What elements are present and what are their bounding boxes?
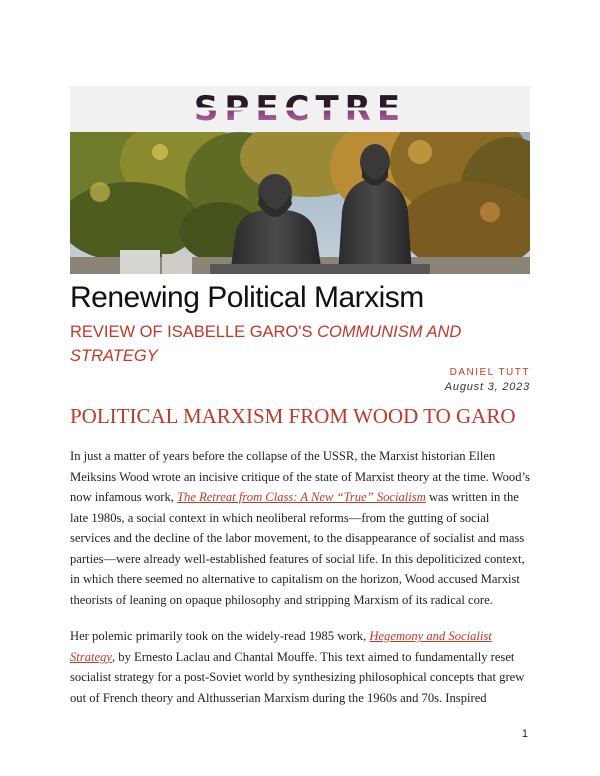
article-title: Renewing Political Marxism	[70, 281, 424, 314]
publish-date: August 3, 2023	[444, 381, 530, 393]
subtitle-book-title-2: STRATEGY	[70, 347, 158, 365]
link-hegemony-socialist-strategy[interactable]: Hegemony and Socialist Strategy	[70, 629, 492, 664]
section-heading: POLITICAL MARXISM FROM WOOD TO GARO	[70, 404, 516, 428]
article-body	[70, 446, 532, 724]
paragraph-2-text-a: Her polemic primarily took on the widely-read 1985 work,	[70, 629, 370, 643]
paragraph-2-text-b: , by Ernesto Laclau and Chantal Mouffe. This text aimed to fundamentally reset socialist strategy for a post-Soviet world by synthesizing philosophical concepts that grew out of French theory and Althusserian Marxism during the 1960s and 70s. Inspired	[70, 649, 525, 705]
author-name: DANIEL TUTT	[449, 367, 530, 378]
paragraph-2	[70, 626, 532, 708]
subtitle-plain: REVIEW OF ISABELLE GARO'S	[70, 323, 318, 341]
masthead	[70, 86, 530, 132]
paragraph-1	[70, 446, 532, 610]
link-retreat-from-class[interactable]: The Retreat from Class: A New “True” Socialism	[177, 490, 426, 504]
article-subtitle	[70, 320, 510, 368]
paragraph-1-text-a: In just a matter of years before the collapse of the USSR, the Marxist historian Ellen Meiksins Wood wrote an incisive critique of the state of Marxist theory at the time. Wood’s now infamous work,	[70, 449, 530, 504]
paragraph-1-text-b: was written in the late 1980s, a social context in which neoliberal reforms—from the gutting of social services and the decline of the labor movement, to the disappearance of socialist and mass parties—were already well-established features of social life. In this depoliticized context, in which there seemed no alternative to capitalism on the horizon, Wood accused Marxist theorists of leaning on opaque philosophy and stripping Marxism of its radical core.	[70, 490, 525, 607]
byline	[445, 366, 530, 394]
subtitle-book-title-1: COMMUNISM AND	[317, 323, 462, 341]
spectre-logo[interactable]: SPECTRE	[193, 89, 407, 129]
page-number: 1	[521, 728, 528, 740]
hero-image	[70, 132, 530, 274]
marx-engels-statue-photo	[70, 132, 530, 274]
